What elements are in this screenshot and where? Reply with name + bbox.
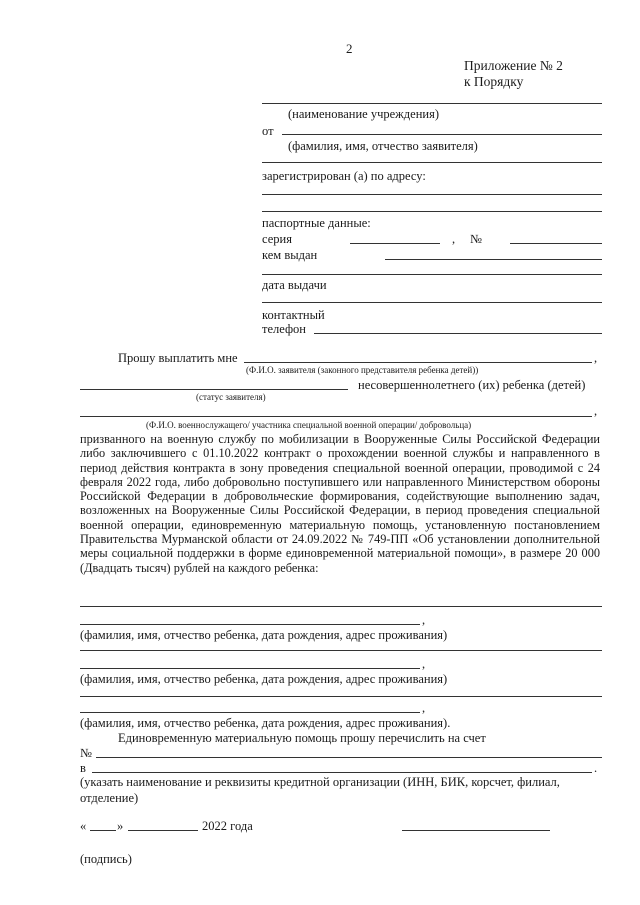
child-1-comma: ,: [422, 613, 426, 627]
issue-date-label: дата выдачи: [262, 278, 327, 292]
issued-by-line-2[interactable]: [262, 274, 602, 275]
phone-label: телефон: [262, 322, 306, 336]
transfer-text: Единовременную материальную помощь прошу перечислить на счет: [118, 731, 486, 745]
bank-in-label: в: [80, 761, 86, 775]
soldier-caption: (Ф.И.О. военнослужащего/ участника специальной военной операции/ добровольца): [146, 420, 472, 430]
comma: ,: [452, 232, 456, 246]
year-text: 2022 года: [202, 819, 253, 833]
child-1-line-2[interactable]: [80, 624, 420, 625]
page-number: 2: [346, 41, 353, 56]
passport-label: паспортные данные:: [262, 216, 371, 230]
appendix-title: Приложение № 2: [464, 58, 563, 73]
soldier-name-field[interactable]: [80, 416, 592, 417]
address-line-2[interactable]: [262, 211, 602, 212]
bank-caption-line1: (указать наименование и реквизиты кредитной организации (ИНН, БИК, корсчет, филиал,: [80, 775, 560, 789]
bank-name-field[interactable]: [92, 772, 592, 773]
issued-by-field[interactable]: [385, 259, 602, 260]
institution-caption: (наименование учреждения): [288, 107, 439, 121]
ask-end-comma: ,: [594, 351, 598, 365]
child-1-line-1[interactable]: [80, 606, 602, 607]
bank-period: .: [594, 761, 598, 775]
institution-line[interactable]: [262, 103, 602, 104]
account-number-sign: №: [80, 746, 92, 760]
signature-field[interactable]: [402, 830, 550, 831]
issue-date-field[interactable]: [262, 302, 602, 303]
applicant-name-field[interactable]: [244, 362, 592, 363]
soldier-end-comma: ,: [594, 404, 598, 418]
child-2-line-2[interactable]: [80, 668, 420, 669]
registered-label: зарегистрирован (а) по адресу:: [262, 169, 426, 183]
child-3-caption: (фамилия, имя, отчество ребенка, дата рождения, адрес проживания).: [80, 716, 451, 730]
child-3-comma: ,: [422, 701, 426, 715]
ask-label: Прошу выплатить мне: [118, 351, 238, 365]
day-field[interactable]: [90, 830, 116, 831]
child-2-line-1[interactable]: [80, 650, 602, 651]
month-field[interactable]: [128, 830, 198, 831]
series-field[interactable]: [350, 243, 440, 244]
applicant-line-2[interactable]: [262, 162, 602, 163]
applicant-line[interactable]: [282, 134, 602, 135]
minor-text: несовершеннолетнего (их) ребенка (детей): [358, 378, 586, 392]
child-3-line-2[interactable]: [80, 712, 420, 713]
address-line-1[interactable]: [262, 194, 602, 195]
request-paragraph: призванного на военную службу по мобилизации в Вооруженные Силы Российской Федерации либо заключившего с 01.10.2022 контракт о прохождении военной службы и направленного в период действия контракта в зону проведения специальной военной операции, проводимой с 24 февраля 2022 года, либо добровольно поступившего или направленного Министерством обороны Российской Федерации в добровольческие формирования, содействующие выполнению задач, возложенных на Вооруженные Силы Российской Федерации, в период проведения специальной военной операции, единовременную материальную помощь, установленную постановлением Правительства Мурманской области от 24.09.2022 № 749-ПП «Об установлении дополнительной меры социальной поддержки в форме единовременной материальной помощи», в размере 20 000 (Двадцать тысяч) рублей на каждого ребенка:: [80, 432, 600, 575]
account-number-field[interactable]: [96, 757, 602, 758]
child-1-caption: (фамилия, имя, отчество ребенка, дата рождения, адрес проживания): [80, 628, 448, 642]
from-label: от: [262, 124, 274, 138]
status-field[interactable]: [80, 389, 348, 390]
child-3-line-1[interactable]: [80, 696, 602, 697]
applicant-caption: (фамилия, имя, отчество заявителя): [288, 139, 478, 153]
signature-caption: (подпись): [80, 852, 132, 866]
applicant-name-caption: (Ф.И.О. заявителя (законного представителя ребенка детей)): [246, 365, 479, 375]
status-caption: (статус заявителя): [196, 392, 266, 402]
child-2-caption: (фамилия, имя, отчество ребенка, дата рождения, адрес проживания): [80, 672, 448, 686]
bank-caption-line2: отделение): [80, 791, 139, 805]
appendix-subtitle: к Порядку: [464, 74, 524, 89]
quote-close: »: [117, 819, 124, 833]
child-2-comma: ,: [422, 657, 426, 671]
number-label: №: [470, 232, 482, 246]
issued-by-label: кем выдан: [262, 248, 318, 262]
phone-field[interactable]: [314, 333, 602, 334]
contact-label: контактный: [262, 308, 325, 322]
series-label: серия: [262, 232, 292, 246]
number-field[interactable]: [510, 243, 602, 244]
quote-open: «: [80, 819, 87, 833]
